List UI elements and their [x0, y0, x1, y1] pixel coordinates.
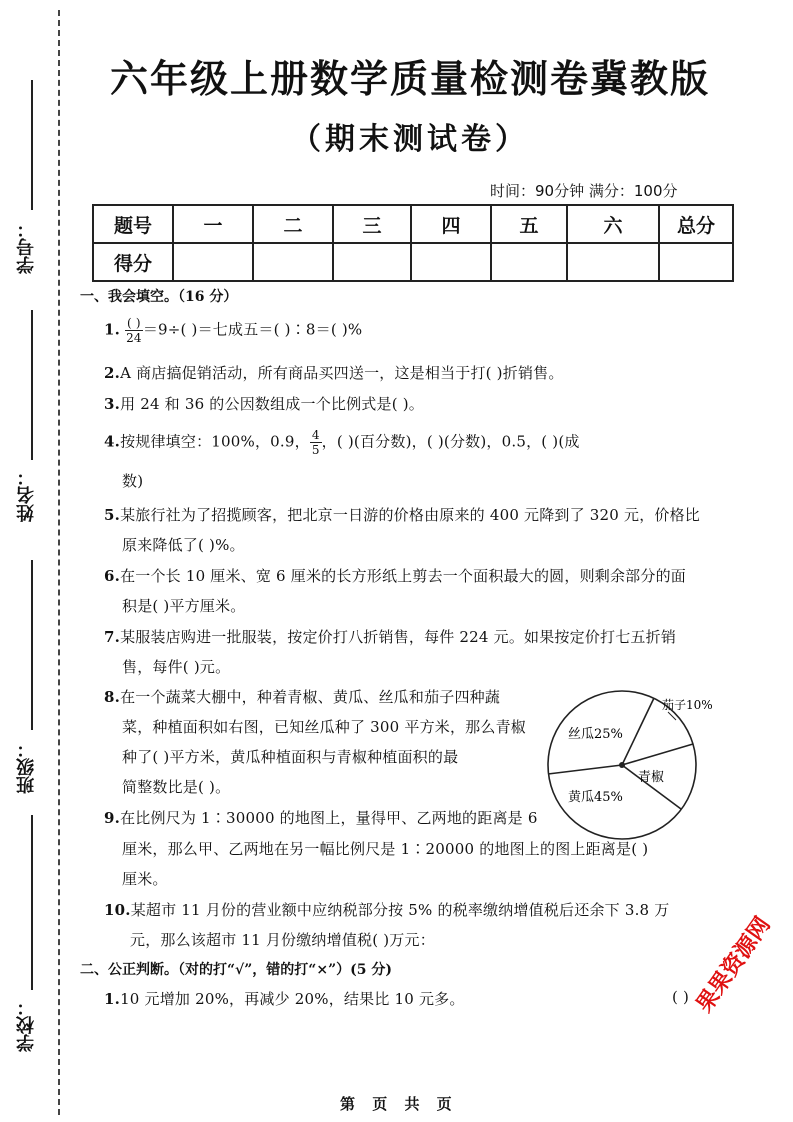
question-9 — [104, 807, 538, 828]
question-text: 某旅行社为了招揽顾客，把北京一日游的价格由原来的 400 元降到了 320 元，价格比 — [120, 506, 700, 524]
question-6 — [104, 565, 686, 586]
question-number: 7. — [104, 628, 121, 646]
question-5 — [104, 504, 700, 525]
time-info: 时间：90分钟 满分：100分 — [490, 182, 678, 200]
question-9-line3: 厘米。 — [122, 870, 168, 888]
question-8-line2: 菜，种植面积如右图，已知丝瓜种了 300 平方米，那么青椒 — [122, 718, 526, 736]
question-number: 3. — [104, 395, 121, 413]
question-number: 5. — [104, 506, 121, 524]
page-title: 六年级上册数学质量检测卷冀教版 — [109, 57, 710, 101]
pie-label-qiezi: 茄子10% — [662, 698, 713, 712]
page-subtitle: （期末测试卷） — [291, 122, 529, 157]
table-cell: 六 — [567, 205, 659, 243]
question-text: ，( )(百分数)，( )(分数)，0.5，( )(成 — [321, 432, 580, 451]
table-cell: 二 — [253, 205, 333, 243]
question-1 — [104, 316, 362, 345]
pie-label-huanggua: 黄瓜45% — [568, 790, 623, 805]
pie-divider-line — [548, 765, 622, 774]
question-10-line2: 元，那么该超市 11 月份缴纳增值税( )万元： — [130, 931, 435, 949]
section1-title: 一、我会填空。（16 分） — [80, 289, 238, 305]
class-label: 班级： — [16, 740, 37, 794]
score-input-cell[interactable] — [253, 243, 333, 281]
question-2 — [104, 362, 564, 383]
judge-question-1 — [104, 988, 465, 1009]
table-cell: 题号 — [93, 205, 173, 243]
score-input-cell[interactable] — [333, 243, 411, 281]
question-8-line3: 种了( )平方米，黄瓜种植面积与青椒种植面积的最 — [122, 748, 459, 766]
question-text: 某服装店购进一批服装，按定价打八折销售，每件 224 元。如果按定价打七五折销 — [120, 628, 677, 646]
score-table — [92, 204, 734, 282]
question-7 — [104, 626, 676, 647]
question-4-line2: 数) — [122, 472, 144, 490]
question-9-line2: 厘米，那么甲、乙两地在另一幅比例尺是 1∶20000 的地图上的图上距离是( ) — [122, 840, 649, 858]
score-table-score-row — [93, 243, 733, 281]
question-8 — [104, 686, 500, 707]
question-4 — [104, 428, 580, 457]
table-cell: 一 — [173, 205, 253, 243]
fraction-denominator: 5 — [311, 443, 320, 457]
student-id-line — [31, 80, 33, 210]
question-number: 2. — [104, 364, 121, 382]
question-number: 8. — [104, 688, 121, 706]
watermark: 果果资源网 — [692, 912, 776, 1018]
score-table-header-row — [93, 205, 733, 243]
fraction-numerator: ( ) — [127, 316, 141, 330]
question-text: 按规律填空：100%，0.9， — [120, 432, 310, 451]
score-input-cell[interactable] — [491, 243, 567, 281]
question-text: 某超市 11 月份的营业额中应纳税部分按 5% 的税率缴纳增值税后还余下 3.8 万 — [130, 901, 670, 919]
fraction — [125, 316, 143, 345]
pie-center-dot — [619, 762, 625, 768]
pie-label-qingjiao: 青椒 — [638, 770, 665, 785]
fraction-denominator: 24 — [126, 331, 142, 345]
question-number: 4. — [104, 432, 121, 451]
score-input-cell[interactable] — [659, 243, 733, 281]
question-number: 10. — [104, 901, 131, 919]
question-text: A 商店搞促销活动，所有商品买四送一，这是相当于打( )折销售。 — [120, 364, 564, 382]
question-number: 9. — [104, 809, 121, 827]
school-label: 学校： — [16, 998, 37, 1052]
question-10 — [104, 899, 669, 920]
question-3 — [104, 393, 424, 414]
section2-title: 二、公正判断。（对的打“√”，错的打“×”）(5 分) — [80, 962, 393, 978]
question-number: 1. — [104, 320, 121, 339]
question-8-line4: 简整数比是( )。 — [122, 778, 231, 796]
score-input-cell[interactable] — [567, 243, 659, 281]
question-text: 在一个蔬菜大棚中，种着青椒、黄瓜、丝瓜和茄子四种蔬 — [120, 688, 501, 706]
binding-dashed-line — [58, 10, 60, 1115]
table-cell: 总分 — [659, 205, 733, 243]
score-input-cell[interactable] — [173, 243, 253, 281]
name-label: 姓名： — [16, 468, 37, 522]
question-text: 在一个长 10 厘米、宽 6 厘米的长方形纸上剪去一个面积最大的圆，则剩余部分的面 — [120, 567, 686, 585]
pie-divider-line — [622, 698, 654, 765]
table-cell: 三 — [333, 205, 411, 243]
question-number: 1. — [104, 990, 121, 1008]
judge-answer-blank[interactable]: ( ) — [672, 988, 690, 1006]
table-cell: 得分 — [93, 243, 173, 281]
class-line — [31, 560, 33, 730]
name-line — [31, 310, 33, 460]
question-text: ＝9÷( )＝七成五＝( )∶8＝( )% — [142, 320, 363, 339]
table-cell: 五 — [491, 205, 567, 243]
fraction-numerator: 4 — [311, 428, 320, 442]
score-input-cell[interactable] — [411, 243, 491, 281]
table-cell: 四 — [411, 205, 491, 243]
pie-label-sigua: 丝瓜25% — [568, 727, 623, 742]
question-7-line2: 售，每件( )元。 — [122, 658, 231, 676]
school-line — [31, 815, 33, 990]
page-footer: 第 页 共 页 — [340, 1095, 458, 1113]
question-text: 10 元增加 20%，再减少 20%，结果比 10 元多。 — [120, 990, 465, 1008]
question-text: 用 24 和 36 的公因数组成一个比例式是( )。 — [120, 395, 424, 413]
question-6-line2: 积是( )平方厘米。 — [122, 597, 246, 615]
question-5-line2: 原来降低了( )%。 — [122, 536, 245, 554]
fraction — [310, 428, 322, 457]
question-text: 在比例尺为 1∶30000 的地图上，量得甲、乙两地的距离是 6 — [120, 809, 538, 827]
student-id-label: 学号： — [16, 220, 37, 274]
pie-divider-line — [622, 744, 693, 765]
question-number: 6. — [104, 567, 121, 585]
vegetable-pie-figure — [540, 680, 740, 840]
